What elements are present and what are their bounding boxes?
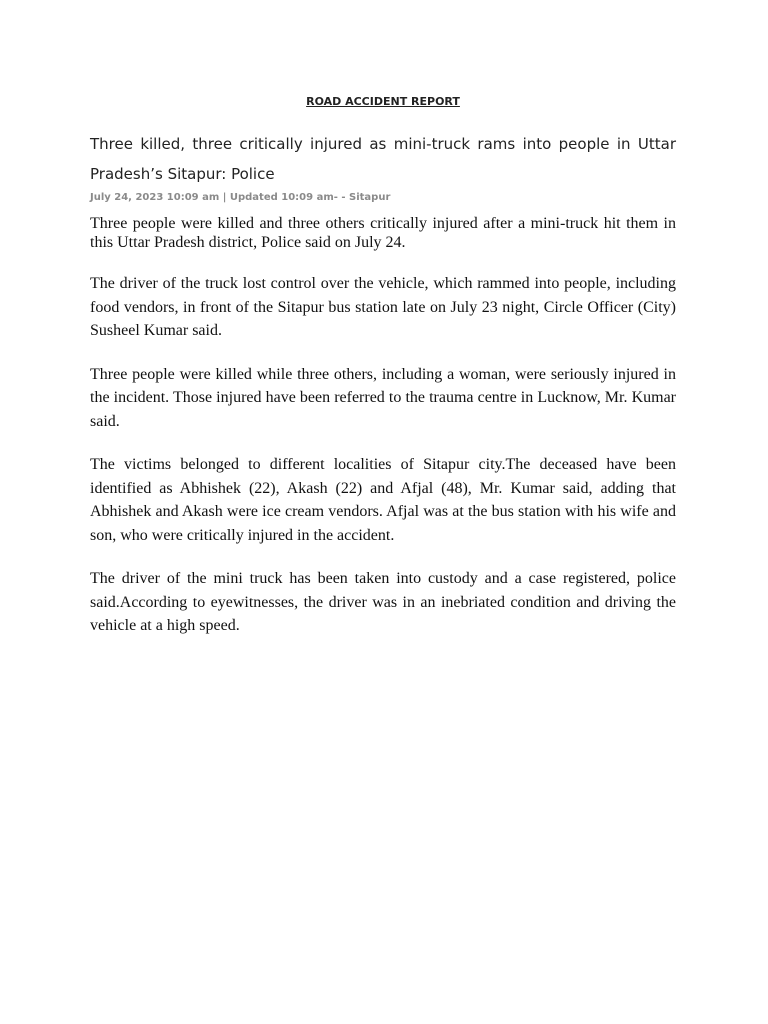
article-paragraph: The driver of the truck lost control over the vehicle, which rammed into people, including food vendors, in front of the Sitapur bus station late on July 23 night, Circle Officer (City) Susheel Kumar said. [90,275,676,339]
article-body [90,214,676,658]
article-headline: Three killed, three critically injured as mini-truck rams into people in Uttar Pradesh’s Sitapur: Police [90,135,676,183]
article-paragraph: Three people were killed while three others, including a woman, were seriously injured in the incident. Those injured have been referred to the trauma centre in Lucknow, Mr. Kumar said. [90,365,676,430]
report-title: ROAD ACCIDENT REPORT [306,95,460,108]
article-paragraph: The victims belonged to different localities of Sitapur city.The deceased have been identified as Abhishek (22), Akash (22) and Afjal (48), Mr. Kumar said, adding that Abhishek and Akash were ice cream vendors. Afjal was at the bus station with his wife and son, who were critically injured in the accident. [90,456,676,544]
article-paragraph: The driver of the mini truck has been taken into custody and a case registered, police said.According to eyewitnesses, the driver was in an inebriated condition and driving the vehicle at a high speed. [90,570,676,634]
article-dateline: July 24, 2023 10:09 am | Updated 10:09 am- - Sitapur [90,192,391,203]
article-paragraph: Three people were killed and three others critically injured after a mini-truck hit them in this Uttar Pradesh district, Police said on July 24. [90,215,676,251]
